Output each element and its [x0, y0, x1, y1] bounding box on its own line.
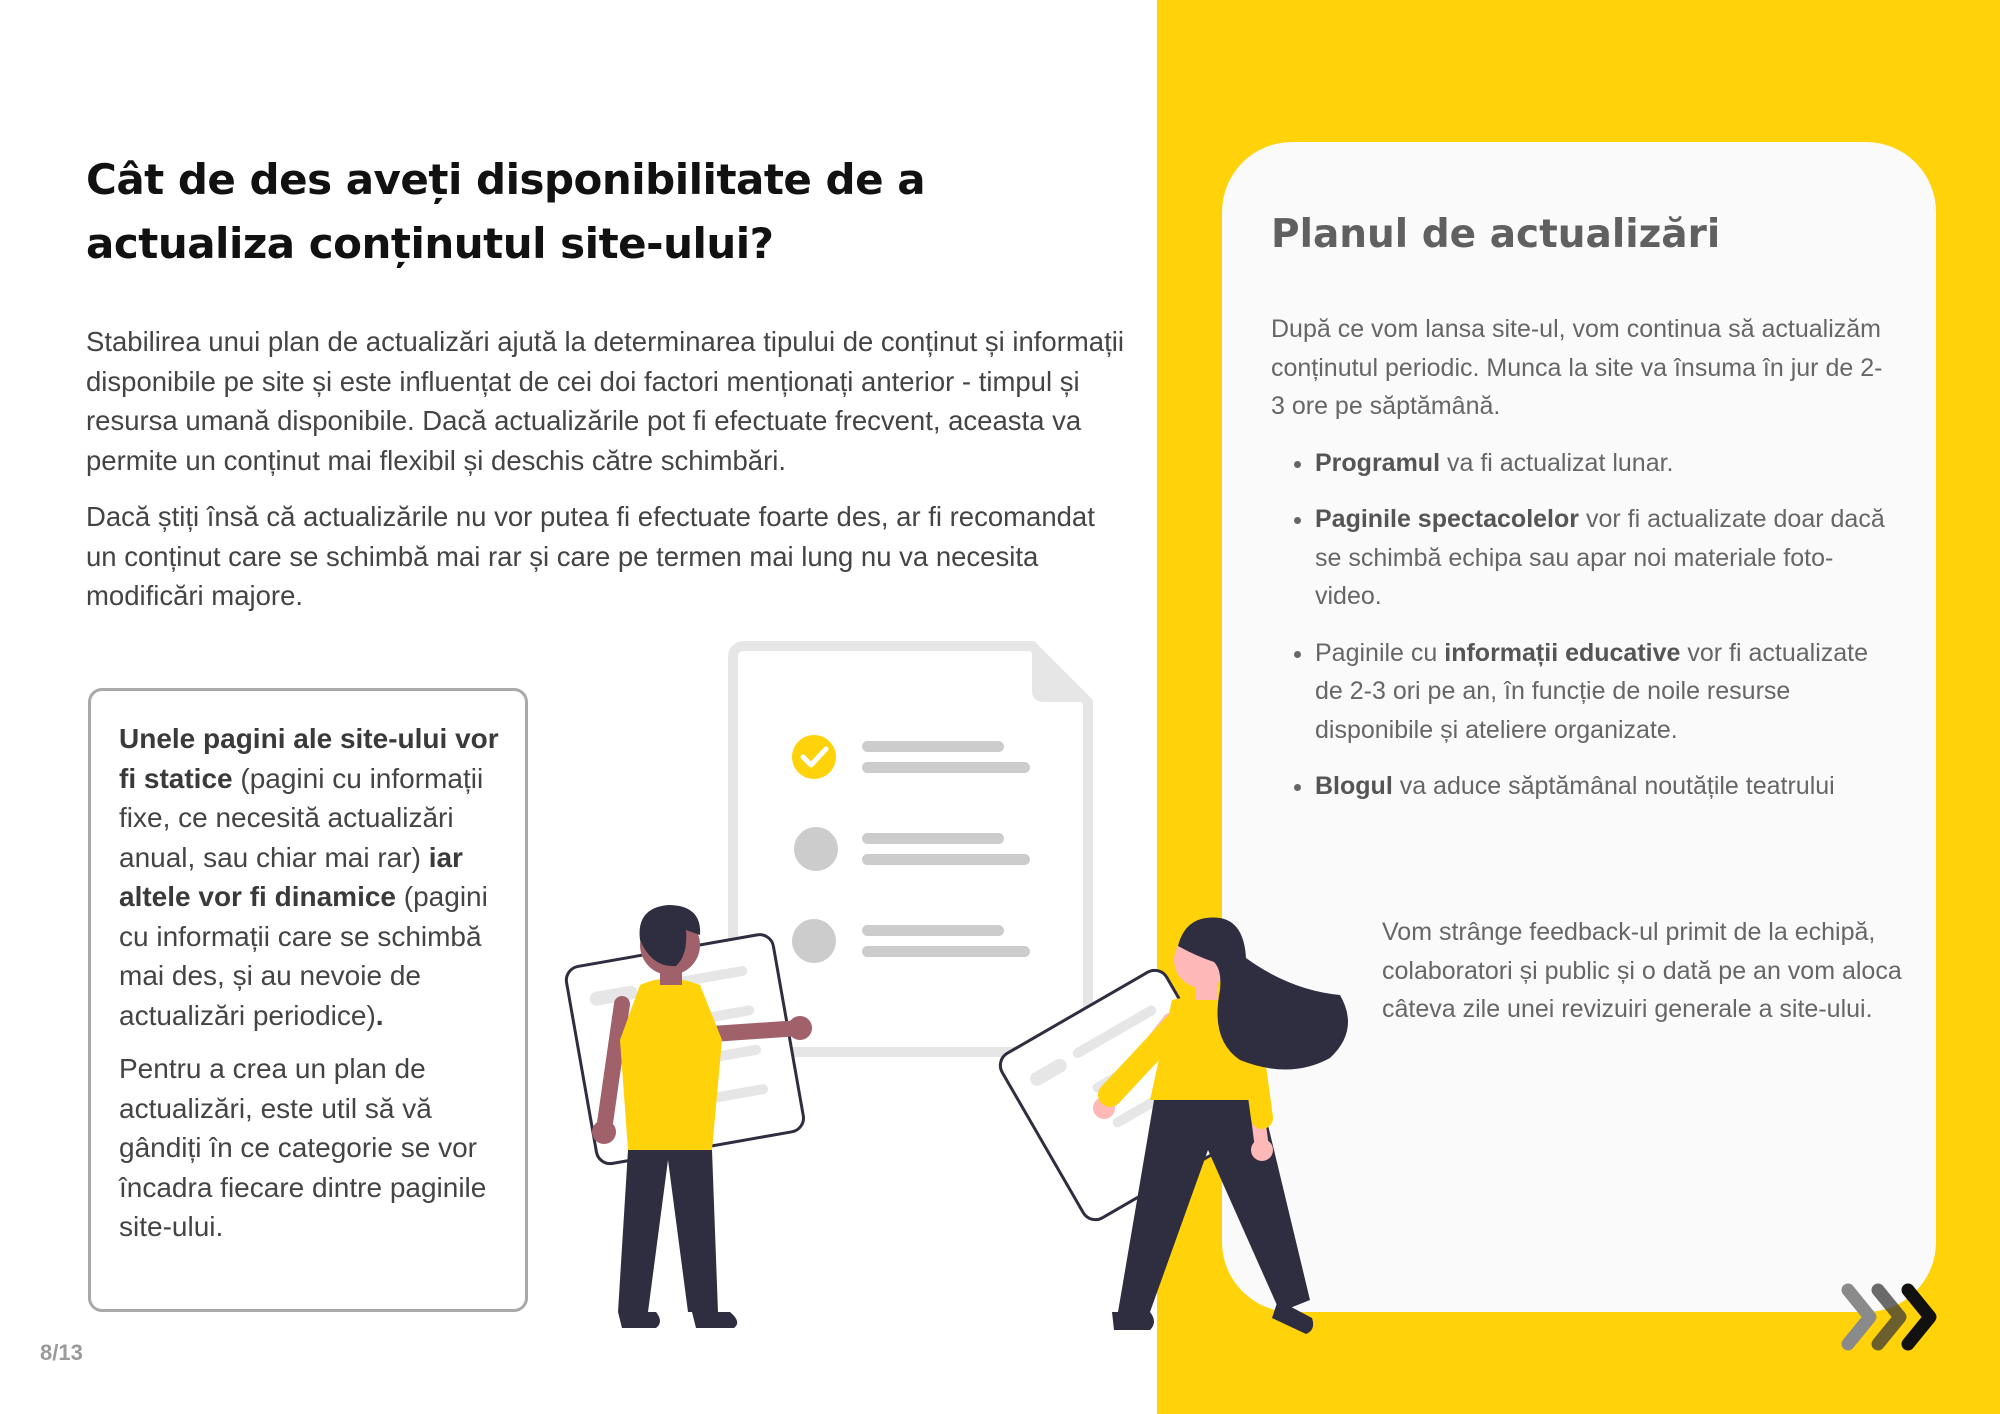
static-pages-text: (pagini cu informații fixe, ce necesită actualizări anual, sau chiar mai rar) [119, 762, 484, 873]
page-number: 8/13 [40, 1340, 83, 1365]
check-circle-icon [792, 735, 836, 779]
plan-item-prefix: Paginile cu [1315, 638, 1445, 667]
empty-circle-icon [792, 919, 836, 963]
info-box-paragraph-2: Pentru a crea un plan de actualizări, este util să vă gândiți în ce categorie se vor încadra fiecare dintre paginile site-ului. [119, 1053, 487, 1242]
chevron-arrows-icon[interactable] [1840, 1282, 1950, 1352]
plan-item-bold: informații educative [1444, 638, 1681, 667]
page-title: Cât de des aveți disponibilitate de a actualiza conținutul site-ului? [86, 155, 926, 268]
man-figure [564, 905, 812, 1328]
plan-item-text: va fi actualizat lunar. [1440, 448, 1674, 477]
plan-item-text: vor fi actualizate doar dacă se schimbă echipa sau apar noi materiale foto-video. [1315, 505, 1885, 610]
plan-item-bold: Blogul [1315, 772, 1393, 800]
plan-heading: Planul de actualizări [1271, 212, 1721, 257]
dynamic-pages-label: iar altele vor fi dinamice [119, 841, 463, 912]
intro-paragraph-1: Stabilirea unui plan de actualizări ajută la determinarea tipului de conținut și informații disponibile pe site și este influențat de cei doi factori menționați anterior - timpul și resursa umană disponibile. Dacă actualizările pot fi efectuate frecvent, aceasta va permite un conținut mai flexibil și deschis către schimbări. [86, 326, 1124, 476]
plan-item-bold: Programul [1315, 448, 1441, 477]
plan-item-bold: Paginile spectacolelor [1315, 505, 1579, 533]
empty-circle-icon [794, 827, 838, 871]
intro-paragraph-2: Dacă știți însă că actualizările nu vor putea fi efectuate foarte des, ar fi recomandat un conținut care se schimbă mai rar și care pe termen mai lung nu va necesita modificări majore. [86, 501, 1095, 611]
paragraph-end: . [375, 999, 384, 1031]
plan-item-text: vor fi actualizate de 2-3 ori pe an, în funcție de noile resurse disponibile și ateliere organizate. [1315, 638, 1869, 744]
dynamic-pages-text: (pagini cu informații care se schimbă mai des, și au nevoie de actualizări periodice) [119, 881, 488, 1031]
checklist-document-icon [733, 646, 1088, 1052]
plan-item-text: va aduce săptămânal noutățile teatrului [1392, 772, 1835, 800]
plan-outro: Vom strânge feedback-ul primit de la echipă, colaboratori și public și o dată pe an vom aloca câteva zile unei revizuiri generale a site-ului. [1382, 918, 1902, 1023]
plan-intro: După ce vom lansa site-ul, vom continua să actualizăm conținutul periodic. Munca la site va însuma în jur de 2-3 ore pe săptămână. [1271, 315, 1883, 420]
static-pages-label: Unele pagini ale site-ului vor fi statice [119, 723, 499, 794]
